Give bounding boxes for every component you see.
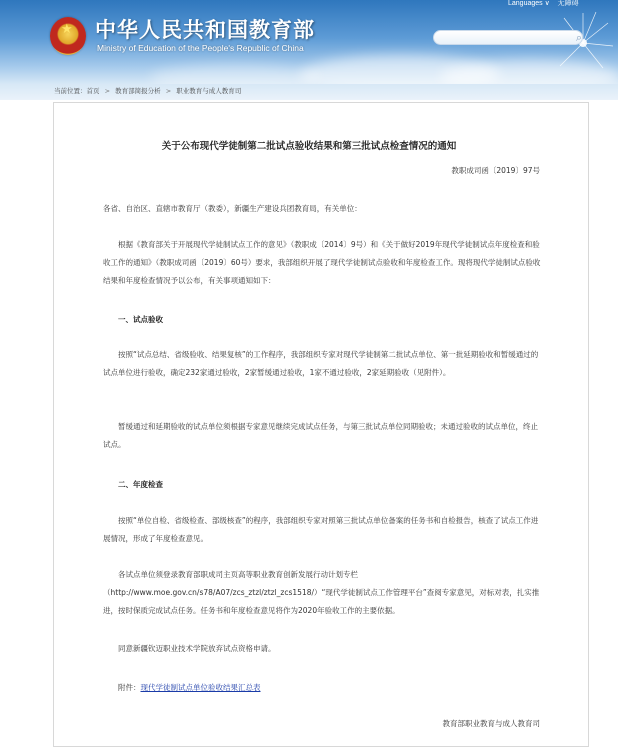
paragraph-acceptance-2: 暂缓通过和延期验收的试点单位须根据专家意见继续完成试点任务，与第三批试点单位同期验收；未通过验收的试点单位，终止试点。	[103, 422, 538, 449]
breadcrumb-item-home[interactable]: 当前位置：首页	[54, 87, 100, 95]
paragraph-acceptance-1: 按照“试点总结、省级验收、结果复核”的工作程序，我部组织专家对现代学徒制第二批试点单位、第一批延期验收和暂缓通过的试点单位进行验收，确定232家通过验收，2家暂缓通过验收，1家不通过验收，2家延期验收（见附件）。	[103, 350, 539, 377]
attachment-label: 附件：	[118, 683, 141, 692]
header-banner	[0, 0, 618, 84]
paragraph-annual-check-1: 按照“单位自检、省级检查、部级核查”的程序，我部组织专家对照第三批试点单位备案的任务书和自检报告，核查了试点工作进展情况，形成了年度检查意见。	[103, 516, 539, 543]
site-subtitle: Ministry of Education of the People's Republic of China	[97, 43, 304, 53]
cloud-decoration	[150, 64, 320, 84]
attachment-link[interactable]: 现代学徒制试点单位验收结果汇总表	[140, 683, 261, 692]
star-icon: ★	[61, 22, 73, 37]
breadcrumb-item-department[interactable]: 职业教育与成人教育司	[176, 87, 242, 95]
site-title: 中华人民共和国教育部	[95, 17, 315, 42]
search-icon: ⌕	[575, 32, 583, 44]
languages-link[interactable]: Languages ∨	[508, 0, 550, 7]
salutation: 各省、自治区、直辖市教育厅（教委），新疆生产建设兵团教育局，有关单位：	[103, 204, 362, 213]
section-heading-annual-check: 二、年度检查	[118, 480, 163, 489]
accessibility-link[interactable]: 无障碍	[557, 0, 579, 7]
breadcrumb-separator: >	[104, 87, 111, 95]
search-button[interactable]	[571, 30, 587, 46]
intro-paragraph: 根据《教育部关于开展现代学徒制试点工作的意见》（教职成〔2014〕9号）和《关于做好2019年现代学徒制试点年度检查和验收工作的通知》（教职成司函〔2019〕60号）要求，我部组织开展了现代学徒制试点验收和年度检查工作。现将现代学徒制试点验收结果和年度检查情况予以公布，有关事项通知如下：	[103, 240, 541, 285]
breadcrumb-separator: >	[165, 87, 172, 95]
signature: 教育部职业教育与成人教育司	[442, 719, 540, 728]
search-input[interactable]	[433, 30, 583, 45]
breadcrumb	[54, 86, 241, 95]
paragraph-annual-check-3: 同意新疆钦迈职业技术学院放弃试点资格申请。	[118, 644, 276, 653]
document-title: 关于公布现代学徒制第二批试点验收结果和第三批试点检查情况的通知	[161, 141, 457, 152]
section-heading-acceptance: 一、试点验收	[118, 315, 163, 324]
document-number: 教职成司函〔2019〕97号	[451, 166, 540, 175]
top-links	[508, 0, 585, 8]
breadcrumb-item-briefing[interactable]: 教育部简报分析	[115, 87, 161, 95]
national-emblem-icon	[50, 17, 86, 55]
paragraph-annual-check-2: 各试点单位须登录教育部职成司主页高等职业教育创新发展行动计划专栏（http://www.moe.gov.cn/s78/A07/zcs_ztzl/ztzl_zcs1518/）“现代学徒制试点工作管理平台”查阅专家意见，对标对表，扎实推进，按时保质完成试点任务。任务书和年度检查意见将作为2020年验收工作的主要依据。	[103, 570, 540, 615]
attachment	[118, 682, 261, 693]
